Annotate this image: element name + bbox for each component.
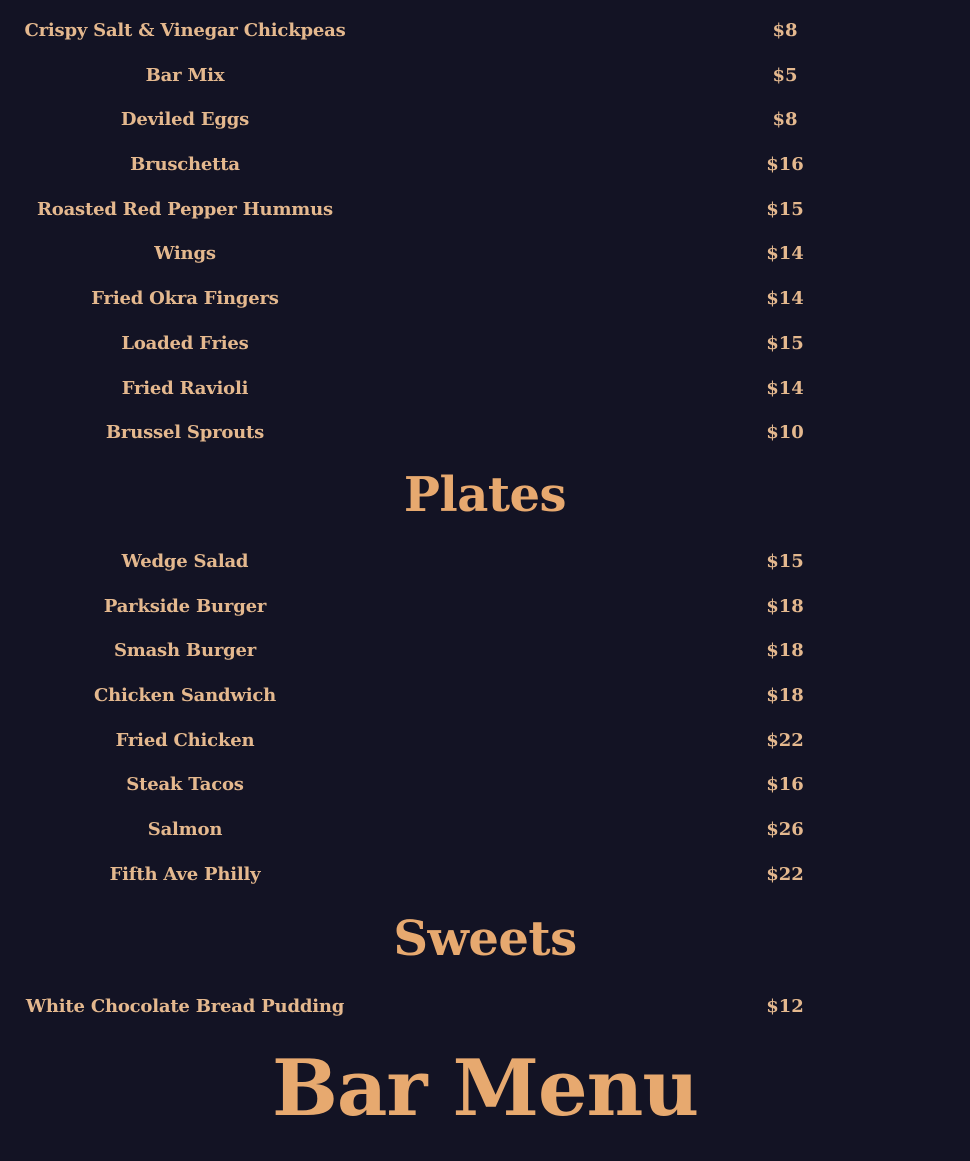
menu-item-name: Parkside Burger — [103, 595, 267, 617]
menu-item-name: Bar Mix — [145, 64, 225, 86]
menu-item — [0, 322, 970, 367]
menu-item-name: Roasted Red Pepper Hummus — [37, 198, 333, 220]
menu-item — [0, 411, 970, 456]
section-heading-sweets: Sweets — [393, 911, 577, 968]
menu-item-price: $5 — [772, 64, 798, 86]
menu-item-price: $16 — [766, 154, 804, 176]
menu-item — [0, 232, 970, 277]
menu-item-price: $14 — [766, 377, 804, 399]
menu-item-name: Brussel Sprouts — [105, 422, 265, 444]
menu-item-price: $26 — [766, 819, 804, 840]
menu-item-name: Chicken Sandwich — [93, 684, 276, 706]
menu-item-price: $22 — [766, 863, 804, 885]
menu-item-price: $8 — [772, 109, 798, 131]
menu-item-price: $8 — [772, 20, 798, 41]
snacks-section — [0, 9, 970, 1030]
menu-item — [0, 98, 970, 143]
menu-item-name: Fried Okra Fingers — [91, 288, 279, 310]
menu-item-name: Salmon — [147, 819, 223, 840]
menu-item — [0, 763, 970, 808]
menu-item — [0, 9, 970, 54]
menu-item — [0, 853, 970, 898]
menu-item-name: Steak Tacos — [126, 774, 244, 796]
menu-item — [0, 367, 970, 412]
menu-item-price: $18 — [766, 595, 804, 617]
menu-item-price: $18 — [766, 640, 804, 662]
menu-item-price: $10 — [766, 422, 804, 444]
menu-item-name: Wedge Salad — [121, 550, 249, 572]
menu-item-price: $14 — [766, 243, 804, 265]
menu-item-price: $15 — [766, 198, 804, 220]
menu-item-price: $12 — [766, 996, 804, 1018]
menu-item-price: $14 — [766, 288, 804, 310]
menu-item-price: $15 — [766, 332, 804, 354]
menu-item — [0, 629, 970, 674]
menu-item — [0, 54, 970, 99]
menu-item-name: Loaded Fries — [121, 332, 249, 354]
menu-item-price: $15 — [766, 550, 804, 572]
menu-item-name: Fried Ravioli — [121, 377, 249, 399]
menu-item — [0, 277, 970, 322]
menu-item-name: Smash Burger — [113, 640, 257, 662]
menu-item — [0, 540, 970, 585]
menu-item — [0, 585, 970, 630]
menu-item — [0, 719, 970, 764]
menu-item-price: $18 — [766, 684, 804, 706]
menu-item-price: $16 — [766, 774, 804, 796]
menu-item-name: Wings — [154, 243, 216, 265]
menu-item — [0, 188, 970, 233]
menu-item-name: Fried Chicken — [115, 729, 255, 751]
menu-item-name: Bruschetta — [130, 154, 240, 176]
menu-item — [0, 143, 970, 188]
menu-item-name: White Chocolate Bread Pudding — [25, 996, 345, 1018]
menu-item — [0, 985, 970, 1030]
menu-item-name: Deviled Eggs — [120, 109, 250, 131]
menu-item-name: Crispy Salt & Vinegar Chickpeas — [24, 20, 346, 41]
section-heading-plates: Plates — [403, 466, 567, 523]
menu-item — [0, 808, 970, 853]
page-title: Bar Menu — [271, 1043, 699, 1134]
menu-item — [0, 674, 970, 719]
menu-item-price: $22 — [766, 729, 804, 751]
menu-item-name: Fifth Ave Philly — [109, 863, 261, 885]
